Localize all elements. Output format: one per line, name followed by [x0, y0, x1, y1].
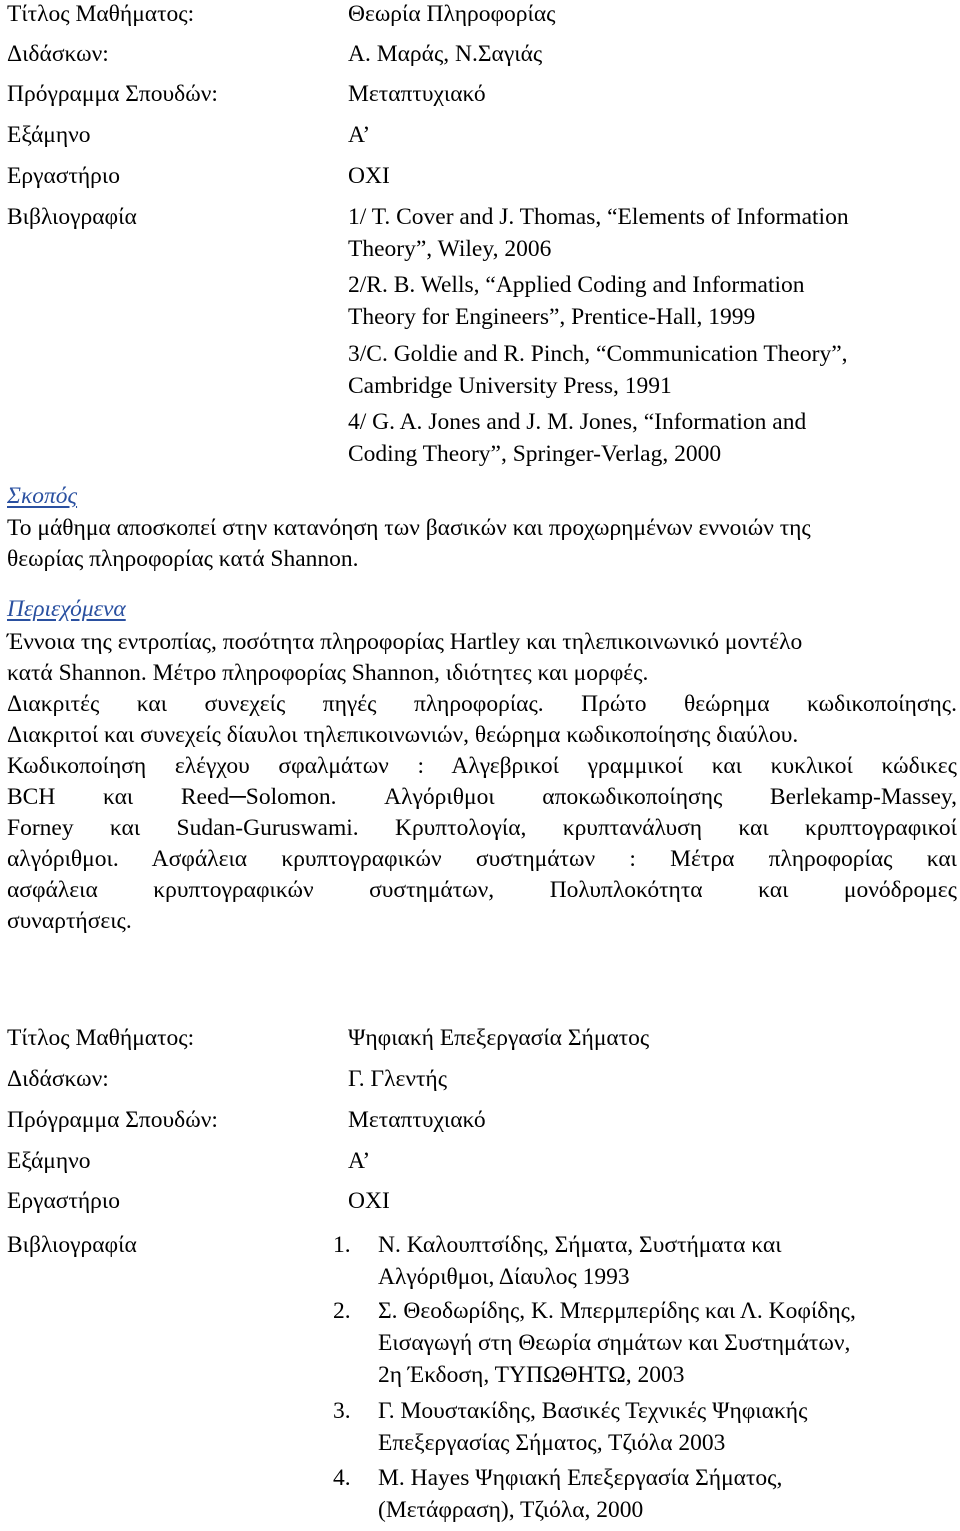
semester-label: Εξάμηνο — [7, 1148, 91, 1174]
bibliography-item-cont: Εισαγωγή στη Θεωρία σημάτων και Συστημάτων, — [378, 1330, 851, 1356]
instructor-value: Γ. Γλεντής — [348, 1066, 448, 1092]
contents-line: αλγόριθμοι. Ασφάλεια κρυπτογραφικών συστημάτων : Μέτρα πληροφορίας και — [7, 846, 957, 872]
instructor-label: Διδάσκων: — [7, 1066, 109, 1092]
bibliography-item-cont: Theory”, Wiley, 2006 — [348, 236, 552, 262]
bibliography-item-cont: Αλγόριθμοι, Δίαυλος 1993 — [378, 1264, 630, 1290]
semester-value: Α’ — [348, 122, 371, 148]
bibliography-label: Βιβλιογραφία — [7, 1232, 137, 1258]
contents-paragraph — [7, 627, 957, 937]
contents-line: Κωδικοποίηση ελέγχου σφαλμάτων : Αλγεβρικοί γραμμικοί και κυκλικοί κώδικες — [7, 753, 957, 779]
scope-line: θεωρίας πληροφορίας κατά Shannon. — [7, 546, 359, 572]
program-value: Μεταπτυχιακό — [348, 81, 486, 107]
instructor-label: Διδάσκων: — [7, 41, 109, 67]
bibliography-item: 3/C. Goldie and R. Pinch, “Communication Theory”, — [348, 341, 848, 367]
contents-line: συναρτήσεις. — [7, 908, 132, 934]
list-number: 1. — [333, 1232, 351, 1258]
bibliography-item-cont: Coding Theory”, Springer-Verlag, 2000 — [348, 441, 722, 467]
contents-line: Έννοια της εντροπίας, ποσότητα πληροφορίας Hartley και τηλεπικοινωνικό μοντέλο — [7, 629, 803, 655]
scope-line: Το μάθημα αποσκοπεί στην κατανόηση των βασικών και προχωρημένων εννοιών της — [7, 515, 811, 541]
course-title-label: Τίτλος Μαθήματος: — [7, 1025, 195, 1051]
program-value: Μεταπτυχιακό — [348, 1107, 486, 1133]
lab-value: ΟΧΙ — [348, 1188, 390, 1214]
contents-line: BCH και Reed─Solomon. Αλγόριθμοι αποκωδικοποίησης Berlekamp-Massey, — [7, 784, 957, 810]
course-title-label: Τίτλος Μαθήματος: — [7, 1, 195, 27]
contents-line: Διακριτοί και συνεχείς δίαυλοι τηλεπικοινωνιών, θεώρημα κωδικοποίησης διαύλου. — [7, 722, 799, 748]
semester-label: Εξάμηνο — [7, 122, 91, 148]
list-number: 4. — [333, 1465, 351, 1491]
program-label: Πρόγραμμα Σπουδών: — [7, 81, 218, 107]
instructor-value: Α. Μαράς, Ν.Σαγιάς — [348, 41, 543, 67]
scope-heading: Σκοπός — [7, 483, 78, 509]
bibliography-item-cont: Theory for Engineers”, Prentice-Hall, 1999 — [348, 304, 756, 330]
contents-line: Forney και Sudan-Guruswami. Κρυπτολογία, κρυπτανάλυση και κρυπτογραφικοί — [7, 815, 957, 841]
bibliography-item: 4/ G. A. Jones and J. M. Jones, “Information and — [348, 409, 807, 435]
contents-line: κατά Shannon. Μέτρο πληροφορίας Shannon, ιδιότητες και μορφές. — [7, 660, 649, 686]
list-number: 3. — [333, 1398, 351, 1424]
lab-label: Εργαστήριο — [7, 1188, 120, 1214]
bibliography-item-cont: 2η Έκδοση, ΤΥΠΩΘΗΤΩ, 2003 — [378, 1362, 685, 1388]
lab-value: ΟΧΙ — [348, 163, 390, 189]
scope-paragraph — [7, 513, 957, 575]
semester-value: Α’ — [348, 1148, 371, 1174]
bibliography-label: Βιβλιογραφία — [7, 204, 137, 230]
bibliography-item-cont: (Μετάφραση), Τζιόλα, 2000 — [378, 1497, 644, 1523]
bibliography-item-cont: Cambridge University Press, 1991 — [348, 373, 672, 399]
bibliography-item: Σ. Θεοδωρίδης, Κ. Μπερμπερίδης και Λ. Κοφίδης, — [378, 1298, 856, 1324]
contents-heading: Περιεχόμενα — [7, 596, 126, 622]
list-number: 2. — [333, 1298, 351, 1324]
course-title-value: Θεωρία Πληροφορίας — [348, 1, 556, 27]
program-label: Πρόγραμμα Σπουδών: — [7, 1107, 218, 1133]
bibliography-item: 2/R. B. Wells, “Applied Coding and Information — [348, 272, 805, 298]
lab-label: Εργαστήριο — [7, 163, 120, 189]
contents-line: Διακριτές και συνεχείς πηγές πληροφορίας. Πρώτο θεώρημα κωδικοποίησης. — [7, 691, 957, 717]
course-title-value: Ψηφιακή Επεξεργασία Σήματος — [348, 1025, 650, 1051]
bibliography-item: Γ. Μουστακίδης, Βασικές Τεχνικές Ψηφιακής — [378, 1398, 808, 1424]
bibliography-item: Ν. Καλουπτσίδης, Σήματα, Συστήματα και — [378, 1232, 782, 1258]
bibliography-item-cont: Επεξεργασίας Σήματος, Τζιόλα 2003 — [378, 1430, 726, 1456]
contents-line: ασφάλεια κρυπτογραφικών συστημάτων, Πολυπλοκότητα και μονόδρομες — [7, 877, 957, 903]
bibliography-item: 1/ T. Cover and J. Thomas, “Elements of Information — [348, 204, 849, 230]
bibliography-item: Μ. Hayes Ψηφιακή Επεξεργασία Σήματος, — [378, 1465, 783, 1491]
